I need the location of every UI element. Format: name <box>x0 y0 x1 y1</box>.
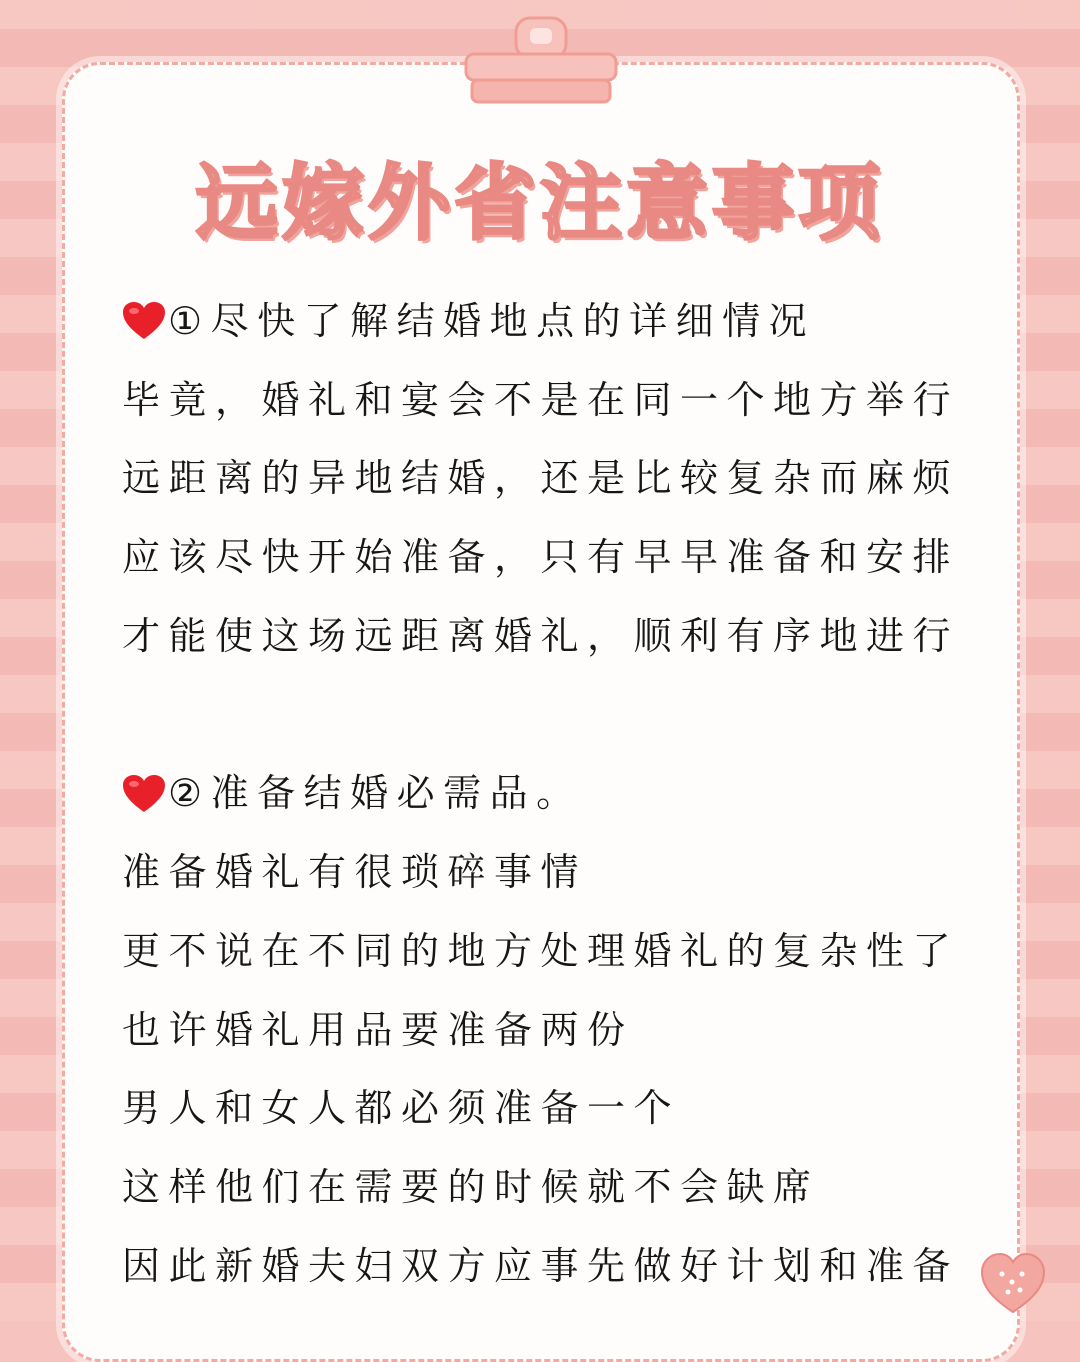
decorative-heart-icon <box>978 1246 1048 1316</box>
body-line: 更不说在不同的地方处理婚礼的复杂性了 <box>122 928 960 973</box>
body-line: 因此新婚夫妇双方应事先做好计划和准备 <box>122 1243 960 1288</box>
section-heading-text: ①尽快了解结婚地点的详细情况 <box>168 299 816 343</box>
paper-clip-icon <box>462 14 620 106</box>
section-heading <box>122 282 992 361</box>
body-line: 才能使这场远距离婚礼，顺利有序地进行 <box>122 613 960 658</box>
section-2 <box>122 754 992 1305</box>
body-line: 应该尽快开始准备，只有早早准备和安排 <box>122 535 960 580</box>
section-spacer <box>122 675 992 754</box>
page-title: 远嫁外省注意事项 <box>195 156 884 251</box>
heart-icon <box>122 774 166 814</box>
body-line: 这样他们在需要的时候就不会缺席 <box>122 1164 820 1209</box>
body-line: 远距离的异地结婚，还是比较复杂而麻烦 <box>122 456 960 501</box>
section-heading-text: ②准备结婚必需品。 <box>168 771 583 816</box>
body-line: 也许婚礼用品要准备两份 <box>122 1007 634 1052</box>
heart-icon <box>122 301 166 341</box>
section-1 <box>122 282 992 675</box>
article-body <box>122 282 992 1305</box>
section-heading <box>122 754 992 833</box>
body-line: 男人和女人都必须准备一个 <box>122 1086 681 1131</box>
body-line: 毕竟，婚礼和宴会不是在同一个地方举行 <box>122 377 960 422</box>
body-line: 准备婚礼有很琐碎事情 <box>122 850 588 895</box>
